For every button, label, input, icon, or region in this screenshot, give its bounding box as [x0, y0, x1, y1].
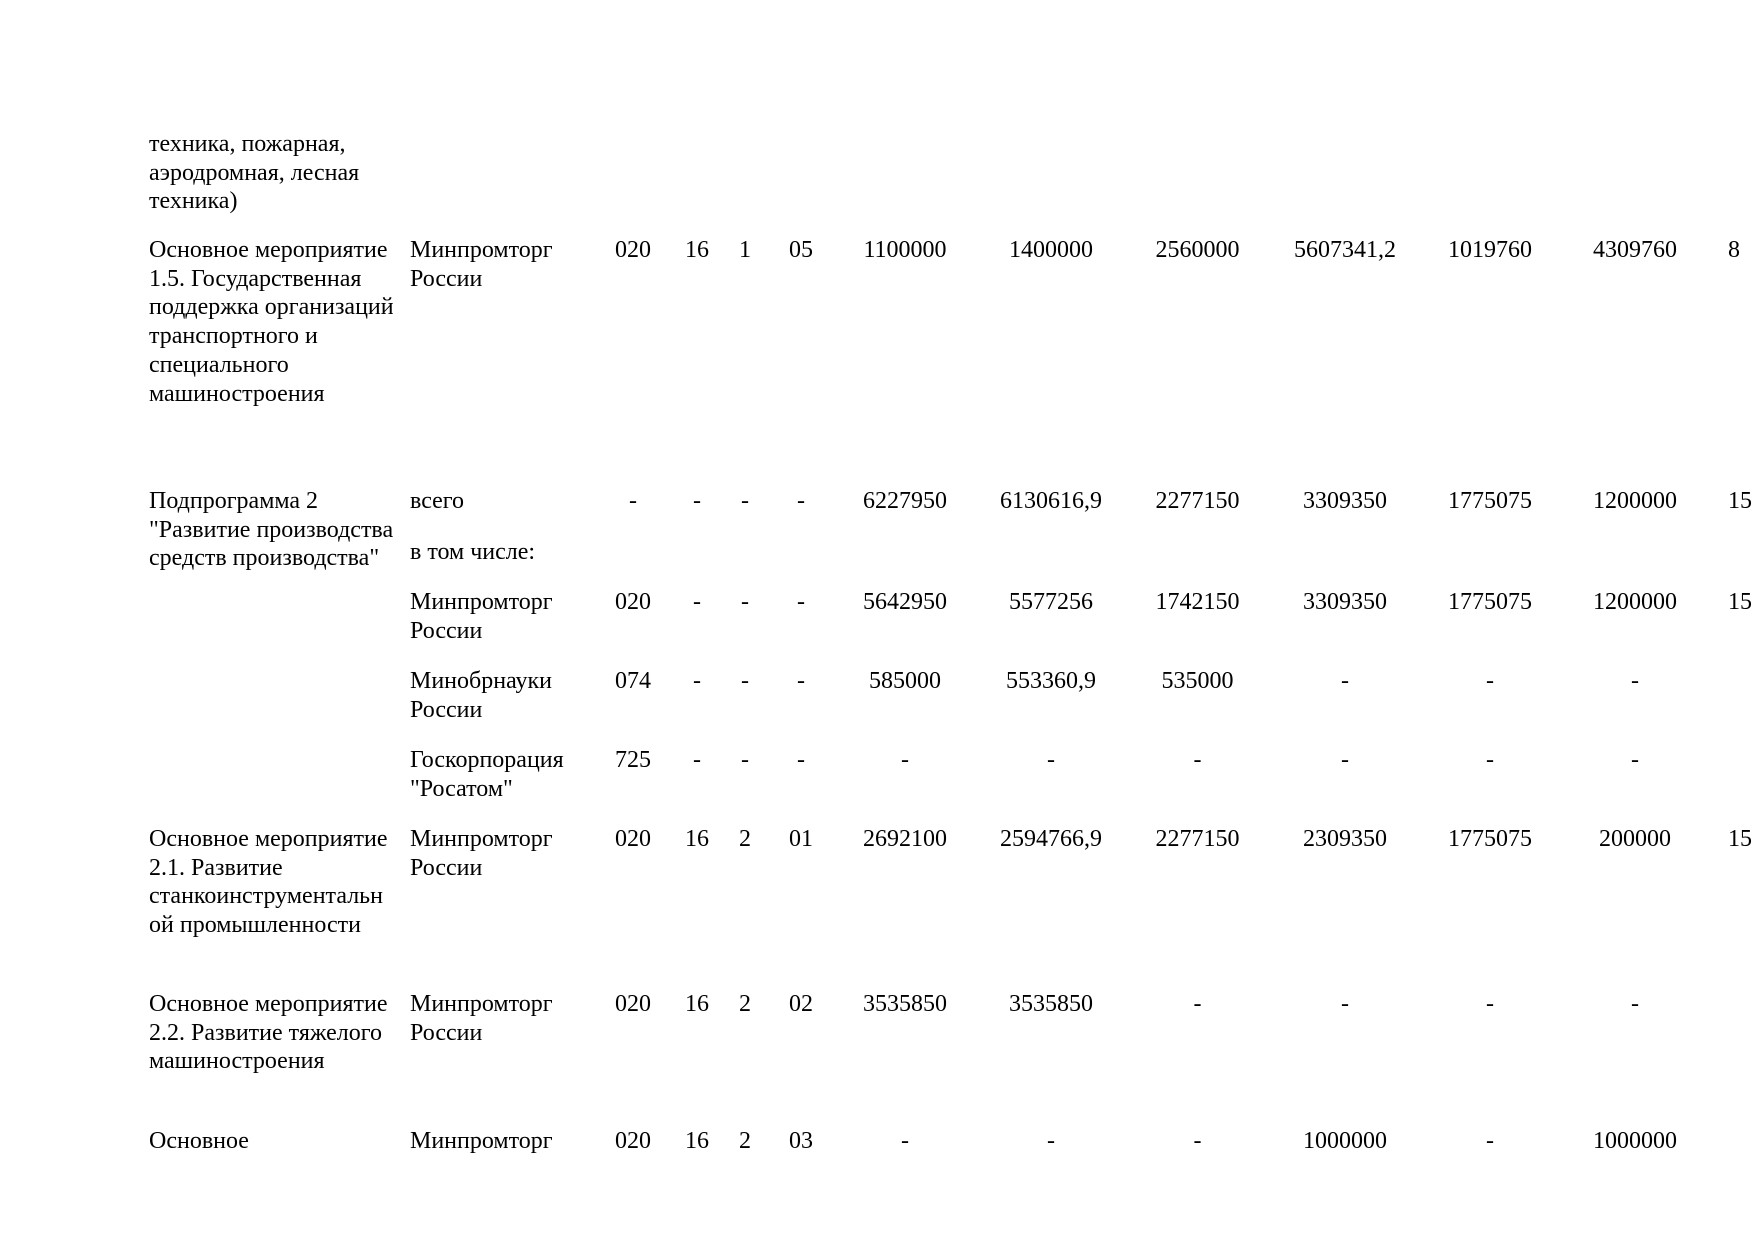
- subprogram-code-cell: -: [741, 747, 749, 773]
- item-name-cell: Основное мероприятие 2.2. Развитие тяжелого машиностроения: [149, 991, 388, 1075]
- grbs-code-cell: 725: [615, 747, 651, 773]
- program-code-cell: -: [693, 488, 701, 514]
- subprogram-code-cell: 2: [739, 826, 751, 852]
- value-cell: 2309350: [1303, 826, 1387, 852]
- value-cell: -: [1341, 668, 1349, 694]
- responsible-cell: в том числе:: [410, 539, 536, 565]
- responsible-cell: Минпромторг России: [410, 589, 553, 644]
- program-code-cell: -: [693, 668, 701, 694]
- value-cell: -: [1341, 991, 1349, 1017]
- program-code-cell: 16: [685, 237, 709, 263]
- value-cell: 1019760: [1448, 237, 1532, 263]
- subprogram-code-cell: -: [741, 488, 749, 514]
- value-cell: -: [1047, 747, 1055, 773]
- value-cell: 6227950: [863, 488, 947, 514]
- value-cell: -: [901, 747, 909, 773]
- responsible-cell: Госкорпорация "Росатом": [410, 747, 564, 802]
- value-cell: 15: [1728, 826, 1752, 852]
- value-cell: 5642950: [863, 589, 947, 615]
- value-cell: 2277150: [1155, 826, 1240, 852]
- value-cell: 15: [1728, 589, 1752, 615]
- value-cell: 5607341,2: [1294, 237, 1396, 263]
- value-cell: 8: [1728, 237, 1740, 263]
- program-code-cell: -: [693, 747, 701, 773]
- activity-code-cell: 03: [789, 1128, 813, 1154]
- value-cell: 553360,9: [1006, 668, 1096, 694]
- responsible-cell: всего: [410, 488, 465, 514]
- grbs-code-cell: -: [629, 488, 637, 514]
- grbs-code-cell: 020: [615, 991, 651, 1017]
- value-cell: 1000000: [1303, 1128, 1387, 1154]
- value-cell: 1200000: [1593, 589, 1677, 615]
- value-cell: 1775075: [1448, 589, 1532, 615]
- subprogram-code-cell: -: [741, 589, 749, 615]
- value-cell: 4309760: [1593, 237, 1677, 263]
- value-cell: 2560000: [1155, 237, 1240, 263]
- value-cell: -: [1486, 668, 1494, 694]
- grbs-code-cell: 020: [615, 237, 651, 263]
- responsible-cell: Минпромторг России: [410, 991, 553, 1046]
- activity-code-cell: 05: [789, 237, 813, 263]
- value-cell: 5577256: [1009, 589, 1093, 615]
- activity-code-cell: -: [797, 589, 805, 615]
- value-cell: 3535850: [1009, 991, 1093, 1017]
- grbs-code-cell: 020: [615, 826, 651, 852]
- value-cell: -: [1486, 747, 1494, 773]
- value-cell: 1000000: [1593, 1128, 1677, 1154]
- value-cell: 1775075: [1448, 826, 1532, 852]
- value-cell: 585000: [869, 668, 941, 694]
- value-cell: -: [1631, 991, 1639, 1017]
- value-cell: -: [1193, 747, 1202, 773]
- activity-code-cell: 01: [789, 826, 813, 852]
- value-cell: 200000: [1599, 826, 1671, 852]
- value-cell: 3309350: [1303, 488, 1387, 514]
- value-cell: -: [1486, 991, 1494, 1017]
- program-code-cell: 16: [685, 991, 709, 1017]
- program-code-cell: -: [693, 589, 701, 615]
- responsible-cell: Минобрнауки России: [410, 668, 553, 723]
- activity-code-cell: -: [797, 747, 805, 773]
- grbs-code-cell: 020: [615, 589, 651, 615]
- responsible-cell: Минпромторг России: [410, 237, 553, 292]
- item-name-cell: Основное мероприятие 1.5. Государственная поддержка организаций транспортного и специального машиностроения: [149, 237, 394, 407]
- value-cell: 1400000: [1009, 237, 1093, 263]
- value-cell: 2277150: [1155, 488, 1240, 514]
- item-name-cell: Основное мероприятие 2.1. Развитие станкоинструментальн ой промышленности: [149, 826, 388, 939]
- value-cell: 1742150: [1155, 589, 1240, 615]
- value-cell: 15: [1728, 488, 1752, 514]
- value-cell: 2692100: [863, 826, 947, 852]
- value-cell: -: [1047, 1128, 1055, 1154]
- activity-code-cell: -: [797, 668, 805, 694]
- value-cell: 2594766,9: [1000, 826, 1102, 852]
- program-code-cell: 16: [685, 826, 709, 852]
- value-cell: -: [1341, 747, 1349, 773]
- value-cell: 6130616,9: [1000, 488, 1102, 514]
- program-code-cell: 16: [685, 1128, 709, 1154]
- value-cell: 1200000: [1593, 488, 1677, 514]
- activity-code-cell: 02: [789, 991, 813, 1017]
- value-cell: -: [1631, 668, 1639, 694]
- value-cell: -: [901, 1128, 909, 1154]
- value-cell: 535000: [1161, 668, 1234, 694]
- subprogram-code-cell: 2: [739, 991, 751, 1017]
- subprogram-code-cell: 1: [739, 237, 751, 263]
- grbs-code-cell: 074: [615, 668, 651, 694]
- activity-code-cell: -: [797, 488, 805, 514]
- item-name-cell: Основное: [149, 1128, 249, 1154]
- subprogram-code-cell: -: [741, 668, 749, 694]
- responsible-cell: Минпромторг России: [410, 826, 553, 881]
- item-name-cell: Подпрограмма 2 "Развитие производства средств производства": [149, 488, 394, 572]
- value-cell: 1775075: [1448, 488, 1532, 514]
- grbs-code-cell: 020: [615, 1128, 651, 1154]
- value-cell: 3535850: [863, 991, 947, 1017]
- value-cell: -: [1193, 991, 1202, 1017]
- responsible-cell: Минпромторг: [410, 1128, 553, 1154]
- subprogram-code-cell: 2: [739, 1128, 751, 1154]
- value-cell: 3309350: [1303, 589, 1387, 615]
- value-cell: 1100000: [863, 237, 947, 263]
- value-cell: -: [1486, 1128, 1494, 1154]
- item-name-cell: техника, пожарная, аэродромная, лесная техника): [149, 131, 360, 215]
- value-cell: -: [1631, 747, 1639, 773]
- value-cell: -: [1193, 1128, 1202, 1154]
